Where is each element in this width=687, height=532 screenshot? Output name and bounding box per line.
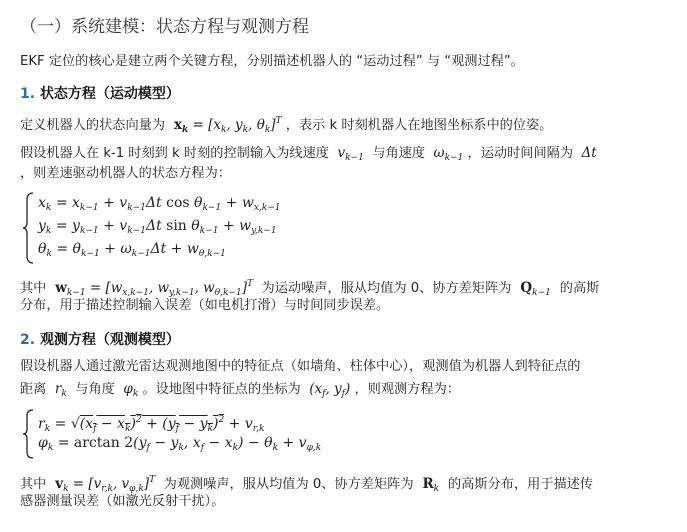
section1-p2-text-a: 假设机器人在 k-1 时刻到 k 时刻的控制输入为线速度: [20, 146, 329, 161]
section2-paragraph1-line2: [20, 379, 460, 404]
page-title: （一）系统建模：状态方程与观测方程: [20, 17, 309, 37]
section1-p3-text-b: 为运动噪声，服从均值为 0、协方差矩阵为: [261, 281, 512, 296]
section1-heading: [20, 83, 180, 103]
section1-p3-text-d: 分布，用于描述控制输入误差（如电机打滑）与时间同步误差。: [20, 298, 390, 313]
section1-p2-text-d: ，则差速驱动机器人的状态方程为：: [20, 166, 231, 181]
bearing-math: $\varphi_k$: [119, 381, 139, 399]
state-vector-math: $x_k$: [169, 117, 189, 135]
section2-p2-text-b: 与角度: [75, 382, 115, 397]
section2-title: 观测方程（观测模型）: [39, 332, 180, 348]
motion-noise-math: $w_{k-1}$: [50, 280, 86, 298]
obs-noise-rhs: = [$v_{r,k}$, $v_{\varphi,k}]^T$: [72, 475, 156, 494]
observation-equation-brace: [22, 409, 34, 459]
state-vector-rhs: = [$x_k$, $y_k$, $\theta_k]^T$: [192, 116, 282, 135]
section1-p1-text-b: ，表示 k 时刻机器人在地图坐标系中的位姿。: [285, 118, 553, 133]
section1-paragraph1: [20, 111, 552, 140]
section1-p1-text-a: 定义机器人的状态向量为: [20, 118, 166, 133]
delta-t-math: Δt: [577, 145, 597, 161]
range-math: $r_k$: [50, 381, 67, 399]
obs-cov-math: $R_k$: [417, 476, 440, 494]
section2-p2-text-c: 。设地图中特征点的坐标为: [142, 382, 301, 397]
section1-p2-text-c: ，运动时间间隔为: [467, 146, 574, 161]
section1-number: 1.: [20, 86, 36, 102]
state-equation-brace: [22, 192, 34, 264]
section2-p3-text-c: 的高斯分布，用于描述传: [448, 477, 594, 492]
section2-p3-text-b: 为观测噪声，服从均值为 0、协方差矩阵为: [163, 477, 414, 492]
linear-velocity-math: $v_{k-1}$: [333, 145, 364, 163]
section2-p2-text-a: 距离: [20, 382, 47, 397]
motion-noise-rhs: = [$w_{x,k-1}$, $w_{y,k-1}$, $w_{\theta,k-1}]^T$: [89, 279, 254, 298]
section1-p2-text-b: 与角速度: [372, 146, 426, 161]
section1-p3-text-a: 其中: [20, 281, 47, 296]
section2-heading: [20, 329, 180, 349]
observation-equation-bearing: $\varphi_k = \arctan 2(y_f - y_k$, $x_f - x_k) - \theta_k + v_{\varphi,k}$: [38, 435, 322, 453]
intro-paragraph: EKF 定位的核心是建立两个关键方程，分别描述机器人的 “运动过程” 与 “观测过程”。: [20, 54, 524, 69]
section2-paragraph3-line2: [20, 492, 224, 512]
section2-number: 2.: [20, 332, 36, 348]
section2-p3-text-d: 感器测量误差（如激光反射干扰）。: [20, 494, 225, 509]
state-equation-theta: $\theta_k = \theta_{k-1} + \omega_{k-1}\Delta t + w_{\theta,k-1}$: [38, 241, 226, 259]
section2-p3-text-a: 其中: [20, 477, 47, 492]
obs-noise-math: $v_k$: [50, 476, 69, 494]
observation-equations: [38, 409, 321, 455]
section2-p2-text-d: ，则观测方程为：: [354, 382, 460, 397]
angular-velocity-math: $\omega_{k-1}$: [429, 145, 464, 163]
section1-p3-text-c: 的高斯: [559, 281, 600, 296]
section1-paragraph3-line2: [20, 296, 389, 316]
section2-paragraph1-line1: [20, 357, 580, 377]
state-equations: [38, 192, 281, 261]
motion-cov-math: $Q_{k-1}$: [515, 280, 551, 298]
section1-title: 状态方程（运动模型）: [39, 86, 180, 102]
feature-coord-math: ($x_f$, $y_f$): [304, 381, 351, 399]
section2-p1-text: 假设机器人通过激光雷达观测地图中的特征点（如墙角、柱体中心），观测值为机器人到特征点的: [20, 359, 581, 374]
state-equation-x: $x_k = x_{k-1} + v_{k-1}\Delta t$ $\cos \theta_{k-1} + w_{x,k-1}$: [38, 195, 281, 213]
state-equation-y: $y_k = y_{k-1} + v_{k-1}\Delta t$ $\sin \theta_{k-1} + w_{y,k-1}$: [38, 218, 277, 236]
observation-equation-range: $r_k = √(x_f - x_k)^2 + (y_f - y_k)^2 + v_{r,k}$: [38, 415, 265, 434]
section1-paragraph2-line2: [20, 164, 231, 184]
